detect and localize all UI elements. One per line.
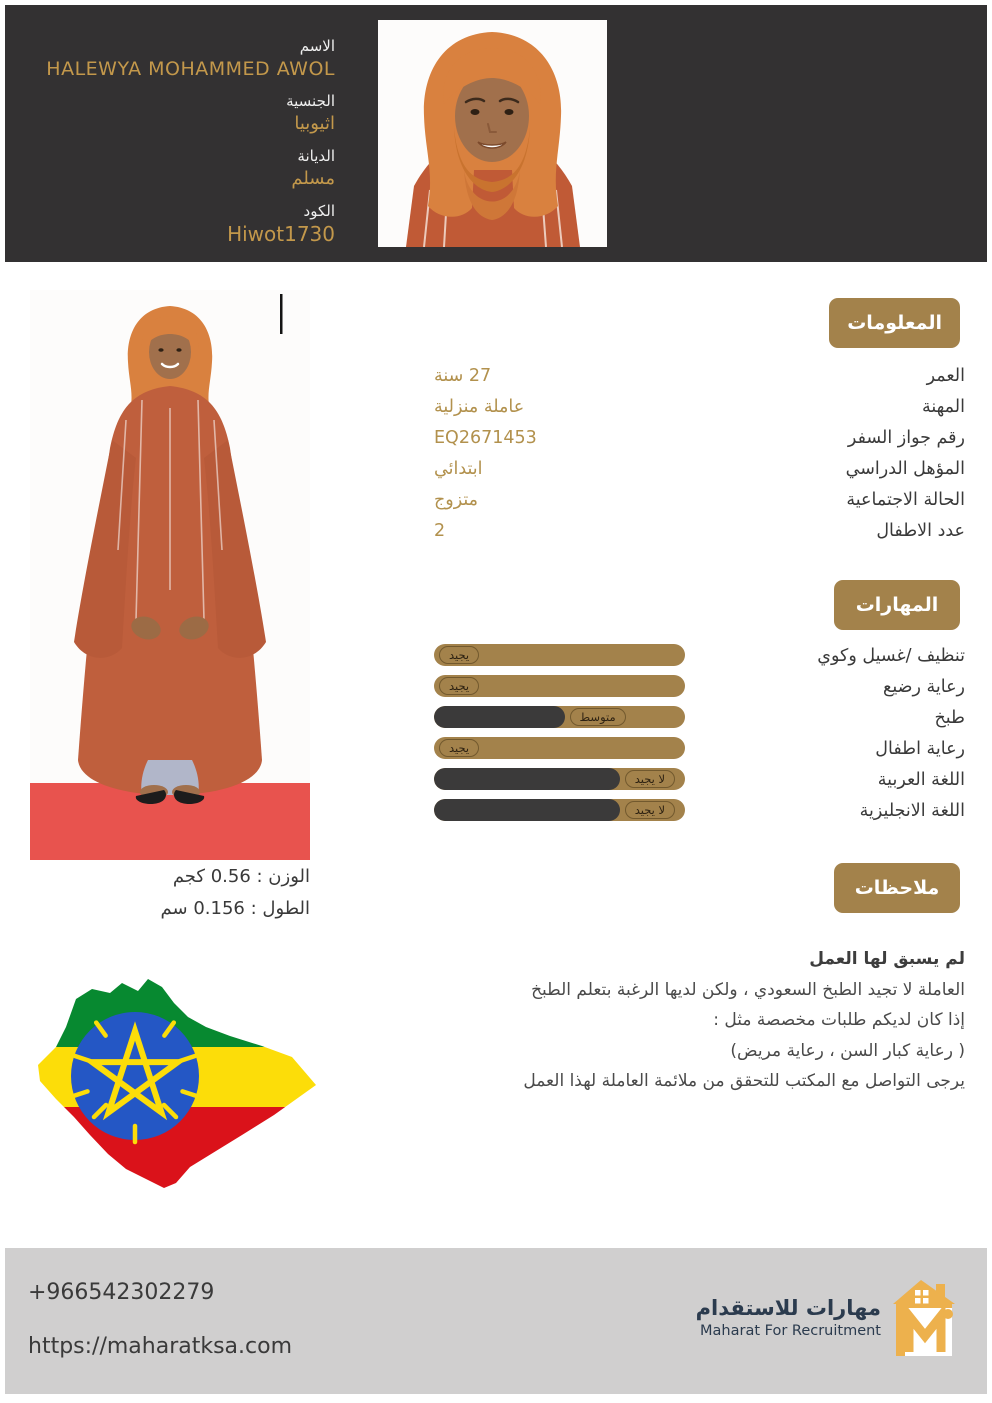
code-label: الكود [303,202,335,220]
brand-text [696,1295,881,1341]
candidate-portrait-photo [378,20,607,247]
nationality-label: الجنسية [286,92,335,110]
contact-phone: +966542302279 [28,1280,215,1305]
brand-name-arabic: مهارات للاستقدام [695,1296,881,1320]
skill-level-pill: لا يجيد [625,801,675,819]
info-label-marital: الحالة الاجتماعية [846,490,965,510]
skill-bar-child-care [434,737,685,759]
info-label-passport: رقم جواز السفر [847,428,965,448]
brand-logo-block [696,1278,957,1358]
skill-label-arabic: اللغة العربية [877,770,965,790]
name-value: HALEWYA MOHAMMED AWOL [46,58,335,80]
skill-bar-english [434,799,685,821]
skill-bar-arabic [434,768,685,790]
skill-bar-empty-track [434,706,565,728]
skill-bar-cooking [434,706,685,728]
skill-bar-cleaning [434,644,685,666]
weight-text: الوزن : 0.56 كجم [172,866,310,887]
skill-bar-empty-track [434,799,620,821]
maharat-building-logo-icon [891,1278,957,1358]
header-fields [30,27,335,247]
info-label-children: عدد الاطفال [876,521,965,541]
skill-level-pill: يجيد [439,677,479,695]
notes-headline: لم يسبق لها العمل [809,949,965,969]
skill-label-infant-care: رعاية رضيع [883,677,965,697]
info-label-profession: المهنة [921,397,965,417]
skill-level-pill: متوسط [570,708,626,726]
info-value-age: 27 سنة [434,366,492,386]
ethiopia-map-flag [30,965,320,1190]
nationality-value: اثيوبيا [294,113,335,134]
notes-line: ( رعاية كبار السن ، رعاية مريض) [730,1040,965,1061]
header [5,5,987,262]
notes-block [385,944,965,1097]
notes-line: العاملة لا تجيد الطبخ السعودي ، ولكن لديها الرغبة بتعلم الطبخ [531,979,965,1000]
candidate-fullbody-photo [30,290,310,860]
info-value-children: 2 [434,521,446,541]
religion-value: مسلم [291,168,335,189]
name-label: الاسم [299,37,335,55]
notes-section-badge: ملاحظات [834,863,960,913]
height-text: الطول : 0.156 سم [160,898,310,919]
ethiopia-flag-illustration [30,965,320,1190]
skill-label-cooking: طبخ [934,708,965,728]
notes-line: إذا كان لديكم طلبات مخصصة مثل : [713,1010,965,1030]
info-label-education: المؤهل الدراسي [845,459,965,479]
website-link[interactable]: https://maharatksa.com [28,1334,293,1359]
info-value-profession: عاملة منزلية [434,397,525,417]
skill-level-pill: لا يجيد [625,770,675,788]
skill-level-pill: يجيد [439,646,479,664]
skill-bar-infant-care [434,675,685,697]
skill-level-pill: يجيد [439,739,479,757]
skills-section-badge: المهارات [834,580,960,630]
code-value: Hiwot1730 [227,222,335,246]
footer [5,1248,987,1394]
portrait-illustration [378,20,607,247]
skill-label-child-care: رعاية اطفال [875,739,965,759]
brand-name-english: Maharat For Recruitment [700,1323,881,1339]
info-value-education: ابتدائي [434,459,483,479]
info-label-age: العمر [926,366,965,386]
skill-bar-empty-track [434,768,620,790]
fullbody-illustration [30,290,310,860]
skill-label-english: اللغة الانجليزية [859,801,965,821]
info-value-marital: متزوج [434,490,479,510]
skill-label-cleaning: تنظيف /غسيل وكوي [817,646,965,666]
info-section-badge: المعلومات [829,298,960,348]
notes-line: يرجى التواصل مع المكتب للتحقق من ملائمة العاملة لهذا العمل [523,1071,965,1091]
religion-label: الديانة [297,147,335,165]
info-value-passport: EQ2671453 [434,428,537,448]
